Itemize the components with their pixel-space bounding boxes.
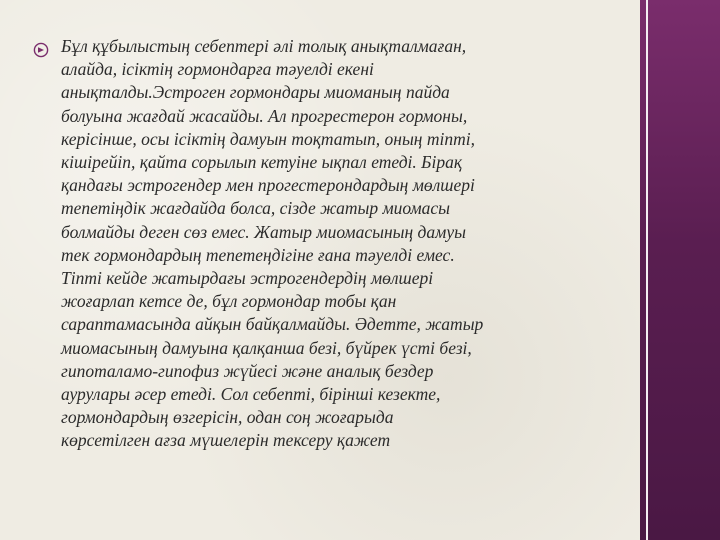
text-line: гипоталамо-гипофиз жүйесі және аналық бездер: [61, 360, 434, 381]
text-line: қандағы эстрогендер мен прогестерондардың мөлшері: [61, 175, 475, 196]
side-divider-line: [646, 0, 648, 540]
side-accent-panel: [640, 0, 720, 540]
text-line: сараптамасында айқын байқалмайды. Әдетте, жатыр: [61, 314, 484, 335]
text-line: Бұл құбылыстың себептері әлі толық анықталмаған,: [61, 36, 467, 56]
text-line: алайда, ісіктің гормондарға тәуелді екені: [61, 59, 374, 80]
text-line: анықталды.Эстроген гормондары миоманың пайда: [61, 82, 450, 103]
text-line: гормондардың өзгерісін, одан соң жоғарыда: [61, 407, 394, 428]
text-line: кішірейіп, қайта сорылып кетуіне ықпал етеді. Бірақ: [61, 152, 463, 173]
text-line: тепетіңдік жағдайда болса, сізде жатыр миомасы: [61, 198, 451, 219]
text-line: жоғарлап кетсе де, бұл гормондар тобы қан: [61, 291, 397, 312]
text-line: болмайды деген сөз емес. Жатыр миомасының дамуы: [61, 221, 466, 242]
text-line: керісінше, осы ісіктің дамуын тоқтатып, оның тіпті,: [61, 128, 475, 149]
text-line: тек гормондардың тепетеңдігіне ғана тәуелді емес.: [61, 244, 455, 265]
text-line: болуына жағдай жасайды. Ал прогрестерон гормоны,: [61, 105, 468, 126]
text-line: миомасының дамуына қалқанша безі, бүйрек үсті безі,: [61, 337, 472, 358]
text-line: Тіпті кейде жатырдағы эстрогендердің мөлшері: [61, 268, 434, 289]
slide-body-text: [61, 35, 633, 453]
text-line: көрсетілген ағза мүшелерін тексеру қажет: [61, 430, 391, 451]
circled-arrow-icon: [33, 42, 49, 58]
text-line: аурулары әсер етеді. Сол себепті, бірінші кезекте,: [61, 384, 441, 405]
